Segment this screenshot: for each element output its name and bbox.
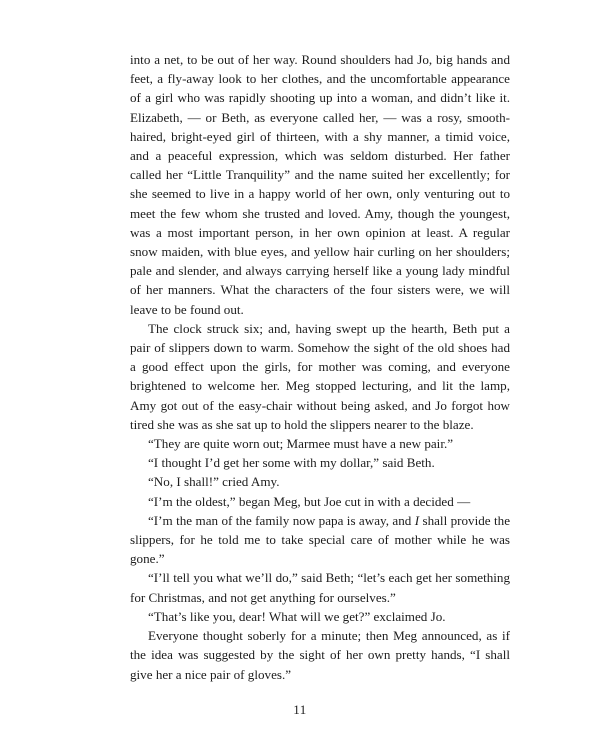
paragraph: into a net, to be out of her way. Round shoulders had Jo, big hands and feet, a fly-away look to her clothes, and the uncomfortable appearance of a girl who was rapidly shooting up into a woman, and didn’t like it. Elizabeth, — or Beth, as everyone called her, — was a rosy, smooth-haired, bright-eyed girl of thirteen, with a shy manner, a timid voice, and a peaceful expression, which was seldom disturbed. Her father called her “Little Tranquility” and the name suited her excellently; for she seemed to live in a happy world of her own, only venturing out to meet the few whom she trusted and loved. Amy, though the youngest, was a most important person, in her own opinion at least. A regular snow maiden, with blue eyes, and yellow hair curling on her shoulders; pale and slender, and always carrying herself like a young lady mindful of her manners. What the characters of the four sisters were, we will leave to be found out. xyxy=(130,52,510,317)
paragraph-text: “I’m the man of the family now papa is away, and xyxy=(148,512,415,528)
page-number: 11 xyxy=(293,702,307,717)
paragraph: “I’m the oldest,” began Meg, but Joe cut in with a decided — xyxy=(148,493,471,509)
paragraph-text: shall provide the slippers, for he told me to take special care of mother while he was gone.” xyxy=(130,512,511,567)
paragraph: “They are quite worn out; Marmee must have a new pair.” xyxy=(148,436,454,452)
paragraph: The clock struck six; and, having swept up the hearth, Beth put a pair of slippers down to warm. Somehow the sight of the old shoes had a good effect upon the girls, for mother was coming, and everyone brightened to welcome her. Meg stopped lecturing, and lit the lamp, Amy got out of the easy-chair without being asked, and Jo forgot how tired she was as she sat up to hold the slippers nearer to the blaze. xyxy=(130,320,510,432)
paragraph: Everyone thought soberly for a minute; then Meg announced, as if the idea was suggested by the sight of her own pretty hands, “I shall give her a nice pair of gloves.” xyxy=(130,628,510,682)
text-body xyxy=(130,50,510,684)
emphasis-text: I xyxy=(414,512,420,528)
paragraph: “I thought I’d get her some with my dollar,” said Beth. xyxy=(148,455,435,471)
paragraph: “That’s like you, dear! What will we get?” exclaimed Jo. xyxy=(148,608,446,624)
paragraph: “No, I shall!” cried Amy. xyxy=(148,474,280,490)
paragraph xyxy=(130,511,510,569)
book-page xyxy=(130,50,510,684)
paragraph: “I’ll tell you what we’ll do,” said Beth; “let’s each get her something for Christmas, and not get anything for ourselves.” xyxy=(130,570,510,605)
